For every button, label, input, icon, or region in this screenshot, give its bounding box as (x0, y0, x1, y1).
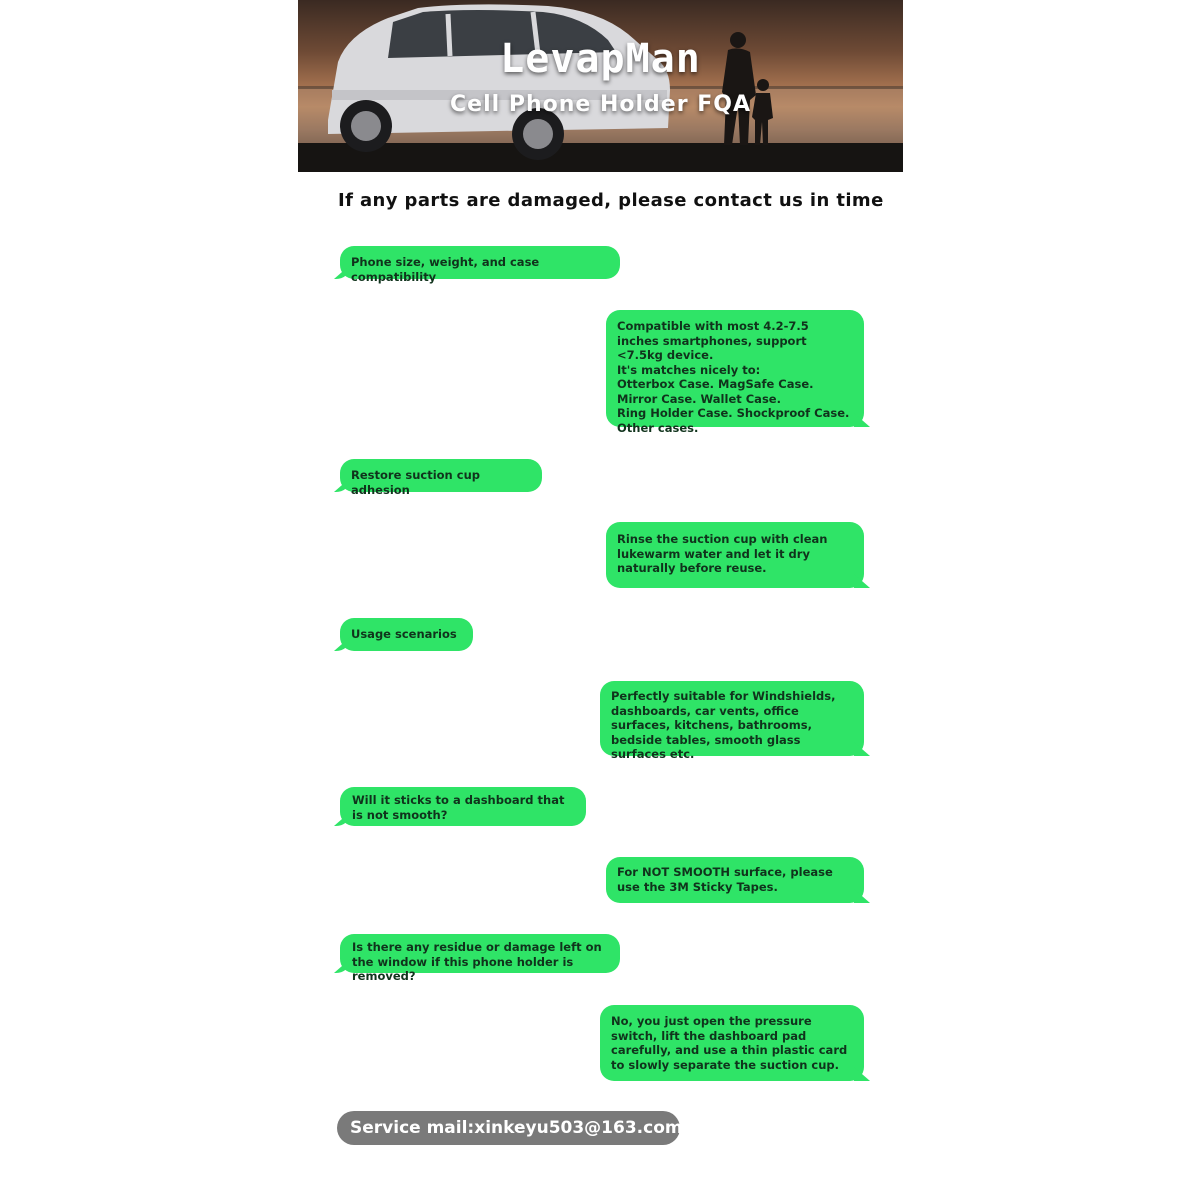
question-bubble: Will it sticks to a dashboard that is not smooth? (340, 787, 586, 826)
question-bubble: Usage scenarios (340, 618, 473, 651)
answer-bubble: No, you just open the pressure switch, lift the dashboard pad carefully, and use a thin plastic card to slowly separate the suction cup. (600, 1005, 864, 1081)
answer-bubble: Perfectly suitable for Windshields, dashboards, car vents, office surfaces, kitchens, bathrooms, bedside tables, smooth glass surfaces etc. (600, 681, 864, 756)
banner-subtitle: Cell Phone Holder FQA (450, 92, 751, 117)
banner-image (298, 0, 903, 172)
car-sunset-illustration (298, 0, 903, 172)
brand-title: LevapMan (500, 36, 701, 82)
service-email[interactable]: Service mail:xinkeyu503@163.com (337, 1111, 680, 1145)
question-bubble: Is there any residue or damage left on the window if this phone holder is removed? (340, 934, 620, 973)
answer-bubble: For NOT SMOOTH surface, please use the 3M Sticky Tapes. (606, 857, 864, 903)
question-bubble: Restore suction cup adhesion (340, 459, 542, 492)
answer-bubble: Rinse the suction cup with clean lukewarm water and let it dry naturally before reuse. (606, 522, 864, 588)
question-bubble: Phone size, weight, and case compatibility (340, 246, 620, 279)
damage-notice: If any parts are damaged, please contact us in time (338, 190, 884, 211)
answer-bubble: Compatible with most 4.2-7.5 inches smartphones, support <7.5kg device. It's matches nicely to: Otterbox Case. MagSafe Case. Mirror Case. Wallet Case. Ring Holder Case. Shockproof Case. Other cases. (606, 310, 864, 427)
